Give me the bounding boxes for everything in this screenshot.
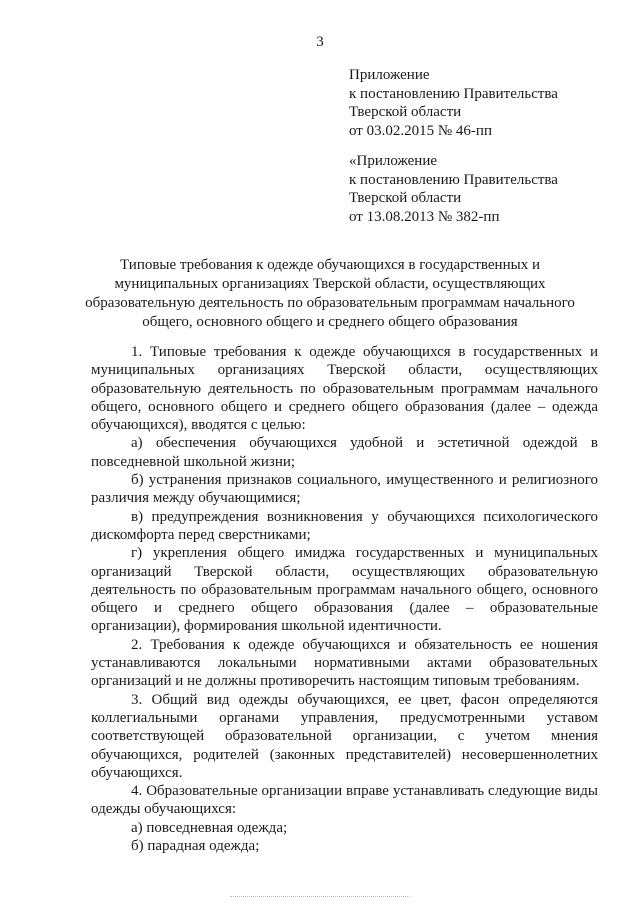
title-line: общего, основного общего и среднего общего образования — [142, 314, 518, 330]
appendix-line: к постановлению Правительства — [349, 171, 558, 188]
subitem-1b: б) устранения признаков социального, имущественного и религиозного различия между обучающимися; — [91, 472, 598, 507]
subitem-1c: в) предупреждения возникновения у обучающихся психологического дискомфорта перед сверстниками; — [91, 508, 598, 543]
appendix-line: Приложение — [349, 67, 430, 83]
appendix-line: «Приложение — [349, 153, 438, 169]
appendix-header-current — [349, 66, 609, 140]
paragraph-1: 1. Типовые требования к одежде обучающихся в государственных и муниципальных организациях Тверской области, осуществляющих образовательную деятельность по образовательным программам начального общего, основного общего и среднего общего образования (далее – одежда обучающихся), вводятся с целью: — [91, 344, 598, 434]
appendix-line: Тверской области — [349, 104, 462, 120]
appendix-header-original — [349, 152, 609, 226]
appendix-line: Тверской области — [349, 190, 462, 206]
title-line: Типовые требования к одежде обучающихся в государственных и — [120, 257, 540, 273]
subitem-4b: б) парадная одежда; — [131, 838, 260, 855]
appendix-line: от 13.08.2013 № 382-пп — [349, 208, 500, 225]
document-body — [91, 343, 598, 855]
title-line: образовательную деятельность по образовательным программам начального — [85, 295, 575, 311]
appendix-line: к постановлению Правительства — [349, 85, 558, 102]
paragraph-3: 3. Общий вид одежды обучающихся, ее цвет, фасон определяются коллегиальными органами управления, предусмотренными уставом соответствующей образовательной организации, с учетом мнения обучающихся, родителей (законных представителей) несовершеннолетних обучающихся. — [91, 691, 598, 781]
subitem-1d: г) укрепления общего имиджа государственных и муниципальных организаций Тверской области, осуществляющих образовательную деятельность по образовательным программам начального общего, основного общего и среднего общего образования (далее – образовательные организации), формирования школьной идентичности. — [91, 545, 598, 635]
subitem-4a: а) повседневная одежда; — [131, 819, 288, 836]
scan-artifact — [230, 896, 410, 899]
title-line: муниципальных организациях Тверской области, осуществляющих — [114, 276, 546, 292]
page-number: 3 — [316, 34, 324, 50]
appendix-line: от 03.02.2015 № 46-пп — [349, 122, 492, 139]
paragraph-2: 2. Требования к одежде обучающихся и обязательность ее ношения устанавливаются локальными нормативными актами образовательных организаций и не должны противоречить настоящим типовым требованиям. — [91, 636, 598, 690]
document-title — [80, 256, 580, 332]
paragraph-4: 4. Образовательные организации вправе устанавливать следующие виды одежды обучающихся: — [91, 783, 598, 818]
subitem-1a: а) обеспечения обучающихся удобной и эстетичной одеждой в повседневной школьной жизни; — [91, 435, 598, 470]
